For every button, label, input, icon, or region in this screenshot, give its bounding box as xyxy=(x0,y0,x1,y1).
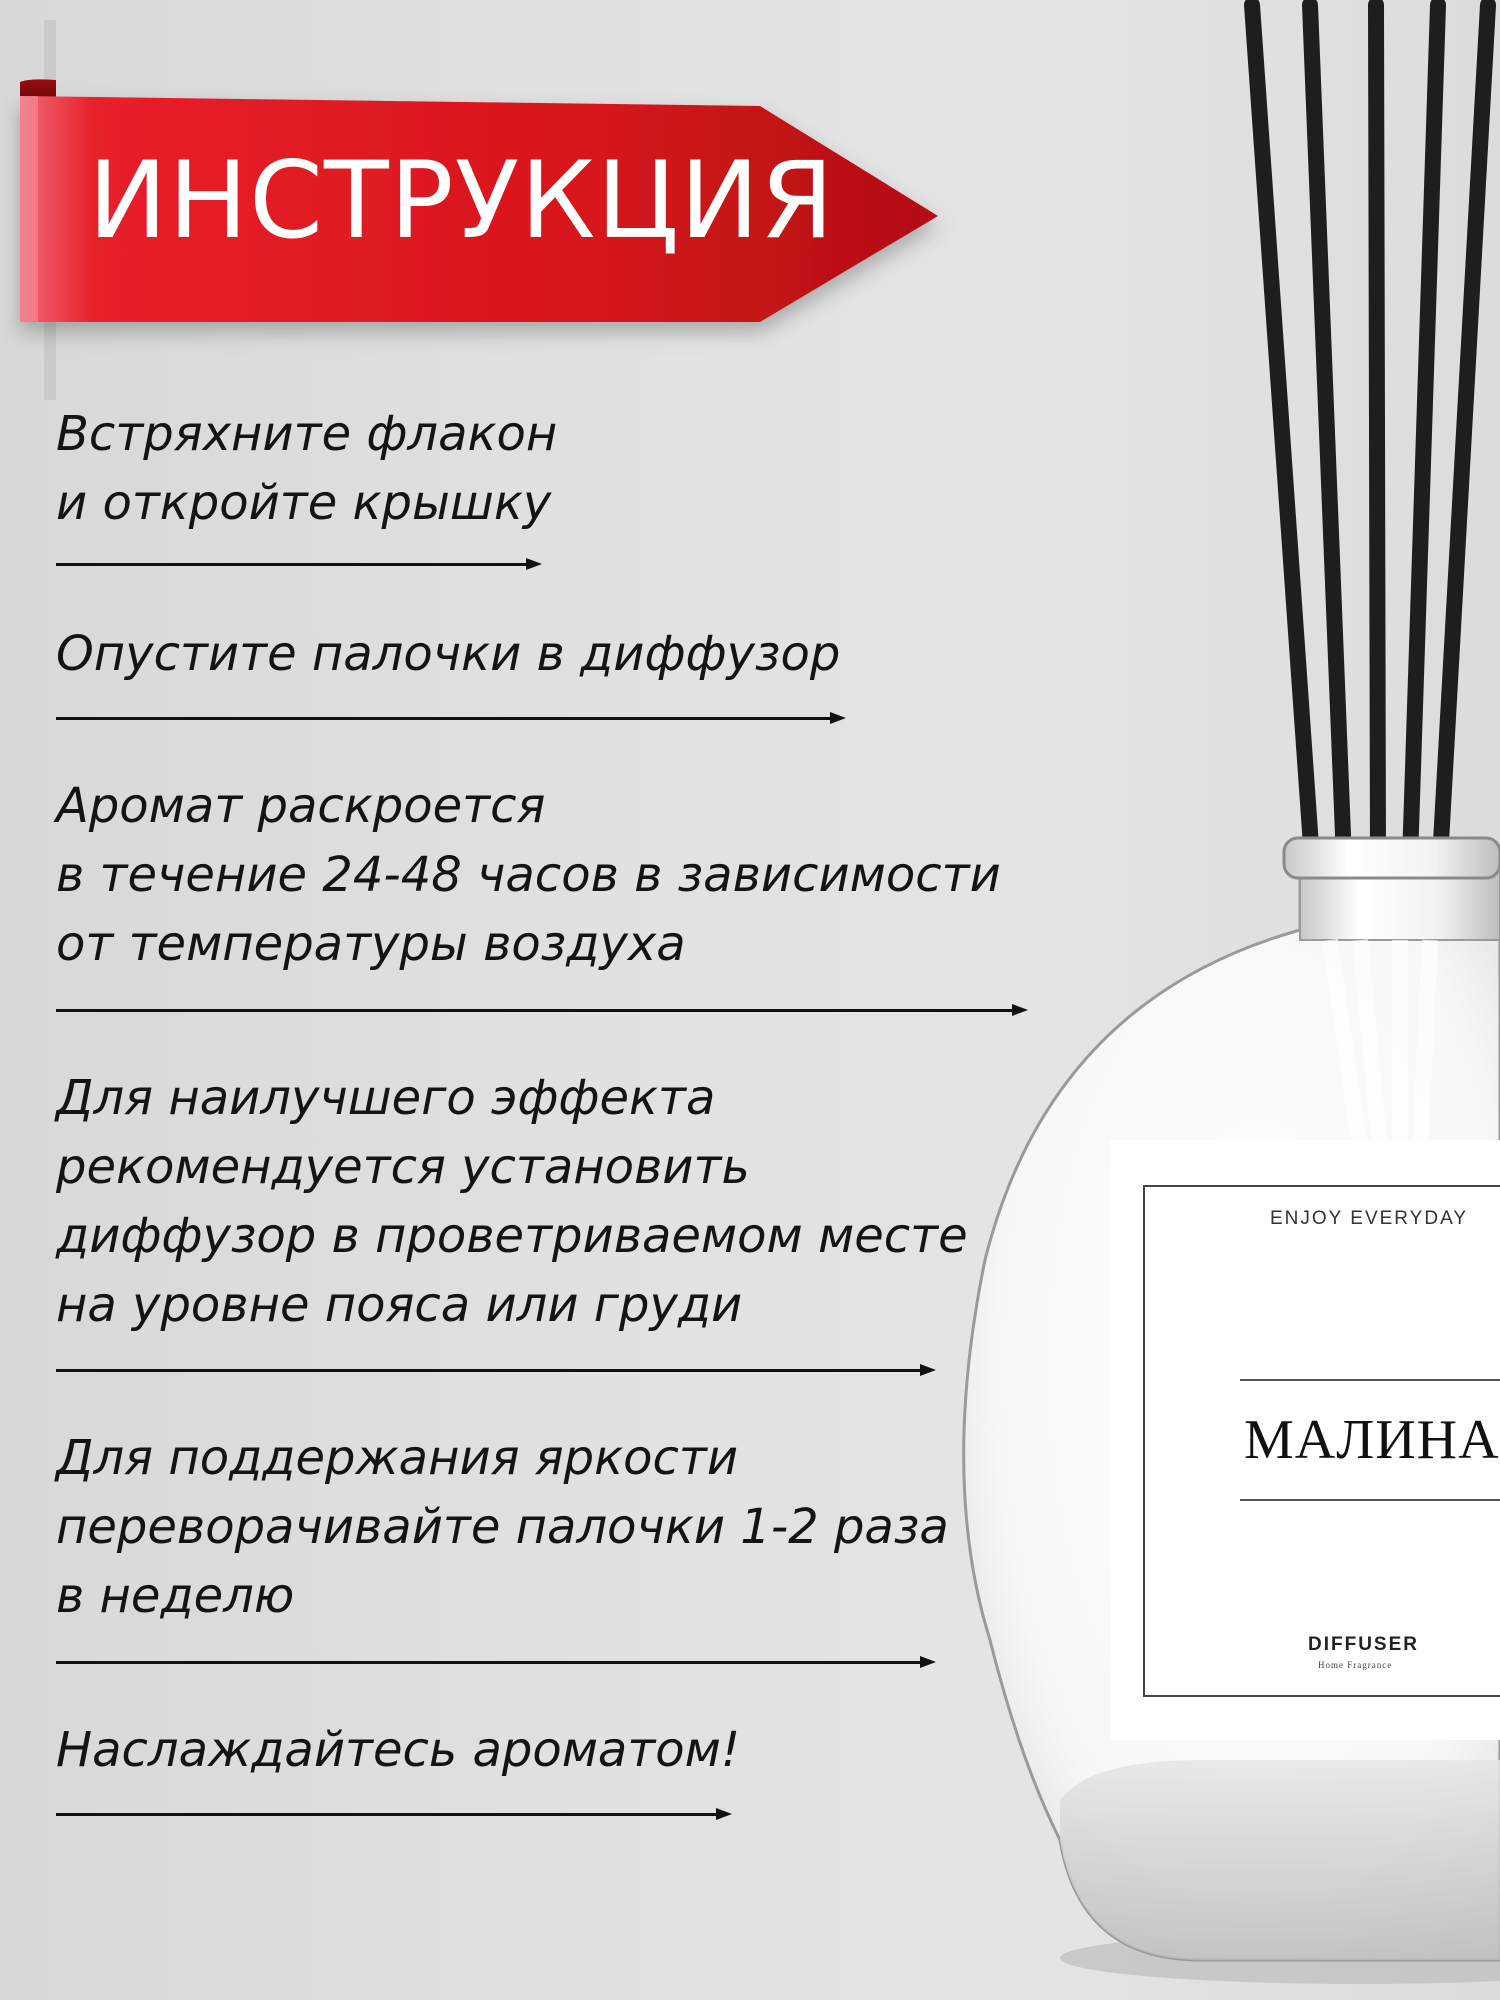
arrow-icon xyxy=(56,1808,732,1820)
step-3 xyxy=(56,772,1001,979)
diffuser-bottle-graphic xyxy=(940,0,1500,2000)
arrow-icon xyxy=(56,1004,1028,1016)
step-3-line-1: Аромат раскроется xyxy=(56,778,546,834)
label-product-name: МАЛИНА xyxy=(1244,1409,1500,1471)
reed-sticks xyxy=(1252,5,1488,860)
banner-title: ИНСТРУКЦИЯ xyxy=(88,139,835,262)
step-3-line-3: от температуры воздуха xyxy=(56,916,686,972)
step-5-line-1: Для поддержания яркости xyxy=(56,1430,739,1486)
step-5-line-3: в неделю xyxy=(56,1568,295,1624)
step-4 xyxy=(56,1064,968,1340)
step-4-line-3: диффузор в проветриваемом месте xyxy=(56,1208,968,1264)
step-4-line-4: на уровне пояса или груди xyxy=(56,1277,743,1333)
diffuser-bottle-image xyxy=(940,0,1500,2000)
step-6-line-1: Наслаждайтесь ароматом! xyxy=(56,1722,741,1778)
arrow-icon xyxy=(56,1364,936,1376)
step-1 xyxy=(56,400,557,538)
instruction-banner xyxy=(0,0,960,420)
step-5-line-2: переворачивайте палочки 1-2 раза xyxy=(56,1499,949,1555)
step-2-line-1: Опустите палочки в диффузор xyxy=(56,626,841,682)
step-2 xyxy=(56,620,840,689)
step-1-line-1: Встряхните флакон xyxy=(56,406,558,462)
step-5 xyxy=(56,1424,949,1631)
label-product-type: DIFFUSER xyxy=(1308,1634,1419,1655)
step-4-line-1: Для наилучшего эффекта xyxy=(56,1070,716,1126)
step-3-line-2: в течение 24-48 часов в зависимости xyxy=(56,847,1001,903)
step-6 xyxy=(56,1716,740,1785)
arrow-icon xyxy=(56,1656,936,1668)
step-1-line-2: и откройте крышку xyxy=(56,475,552,531)
arrow-icon xyxy=(56,558,542,570)
label-subtitle: Home Fragrance xyxy=(1318,1660,1393,1670)
arrow-icon xyxy=(56,712,846,724)
step-4-line-2: рекомендуется установить xyxy=(56,1139,750,1195)
label-brand-text: ENJOY EVERYDAY xyxy=(1270,1208,1469,1229)
